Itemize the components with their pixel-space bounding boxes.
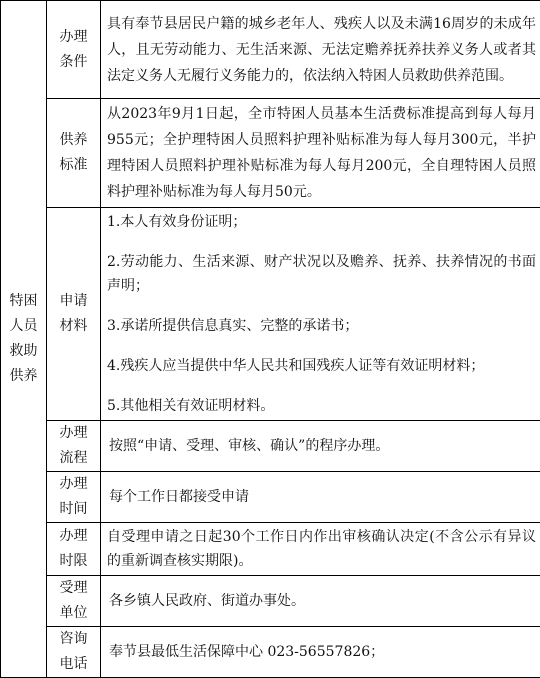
table-row <box>1 208 540 421</box>
row-label-conditions: 办理条件 <box>47 1 101 99</box>
row-value-conditions: 具有奉节县居民户籍的城乡老年人、残疾人以及未满16周岁的未成年人，且无劳动能力、无生活来源、无法定赡养抚养扶养义务人或者其法定义务人无履行义务能力的，依法纳入特困人员救助供养范围。 <box>101 1 540 99</box>
section-title: 特困人员救助供养 <box>8 289 40 389</box>
list-item: 3.承诺所提供信息真实、完整的承诺书； <box>107 314 536 338</box>
table-row <box>1 523 540 576</box>
row-value-time-limit: 自受理申请之日起30个工作日内作出审核确认决定(不含公示有异议的重新调查核实期限)。 <box>101 523 540 576</box>
row-label-standard: 供养标准 <box>47 99 101 208</box>
row-value-phone: 奉节县最低生活保障中心 023-56557826； <box>101 627 540 678</box>
row-value-process: 按照“申请、受理、审核、确认”的程序办理。 <box>101 421 540 472</box>
table-row <box>1 472 540 523</box>
row-value-materials <box>101 208 540 421</box>
list-item: 4.残疾人应当提供中华人民共和国残疾人证等有效证明材料； <box>107 354 536 378</box>
list-item: 2.劳动能力、生活来源、财产状况以及赡养、抚养、扶养情况的书面声明； <box>107 250 536 298</box>
list-item: 5.其他相关有效证明材料。 <box>107 394 536 418</box>
row-label-phone: 咨询电话 <box>47 627 101 678</box>
row-label-materials: 申请材料 <box>47 208 101 421</box>
row-label-process: 办理流程 <box>47 421 101 472</box>
table-row <box>1 421 540 472</box>
table-row <box>1 627 540 678</box>
row-label-time-limit: 办理时限 <box>47 523 101 576</box>
table-row <box>1 1 540 99</box>
row-value-office: 各乡镇人民政府、街道办事处。 <box>101 576 540 627</box>
row-value-standard: 从2023年9月1日起，全市特困人员基本生活费标准提高到每人每月955元；全护理特困人员照料护理补贴标准为每人每月300元，半护理特困人员照料护理补贴标准为每人每月200元，全自理特困人员照料护理补贴标准为每人每月50元。 <box>101 99 540 208</box>
row-label-hours: 办理时间 <box>47 472 101 523</box>
row-label-office: 受理单位 <box>47 576 101 627</box>
table-row <box>1 576 540 627</box>
table-row <box>1 99 540 208</box>
row-value-hours: 每个工作日都接受申请 <box>101 472 540 523</box>
list-item: 1.本人有效身份证明； <box>107 210 536 234</box>
section-label <box>1 1 47 678</box>
